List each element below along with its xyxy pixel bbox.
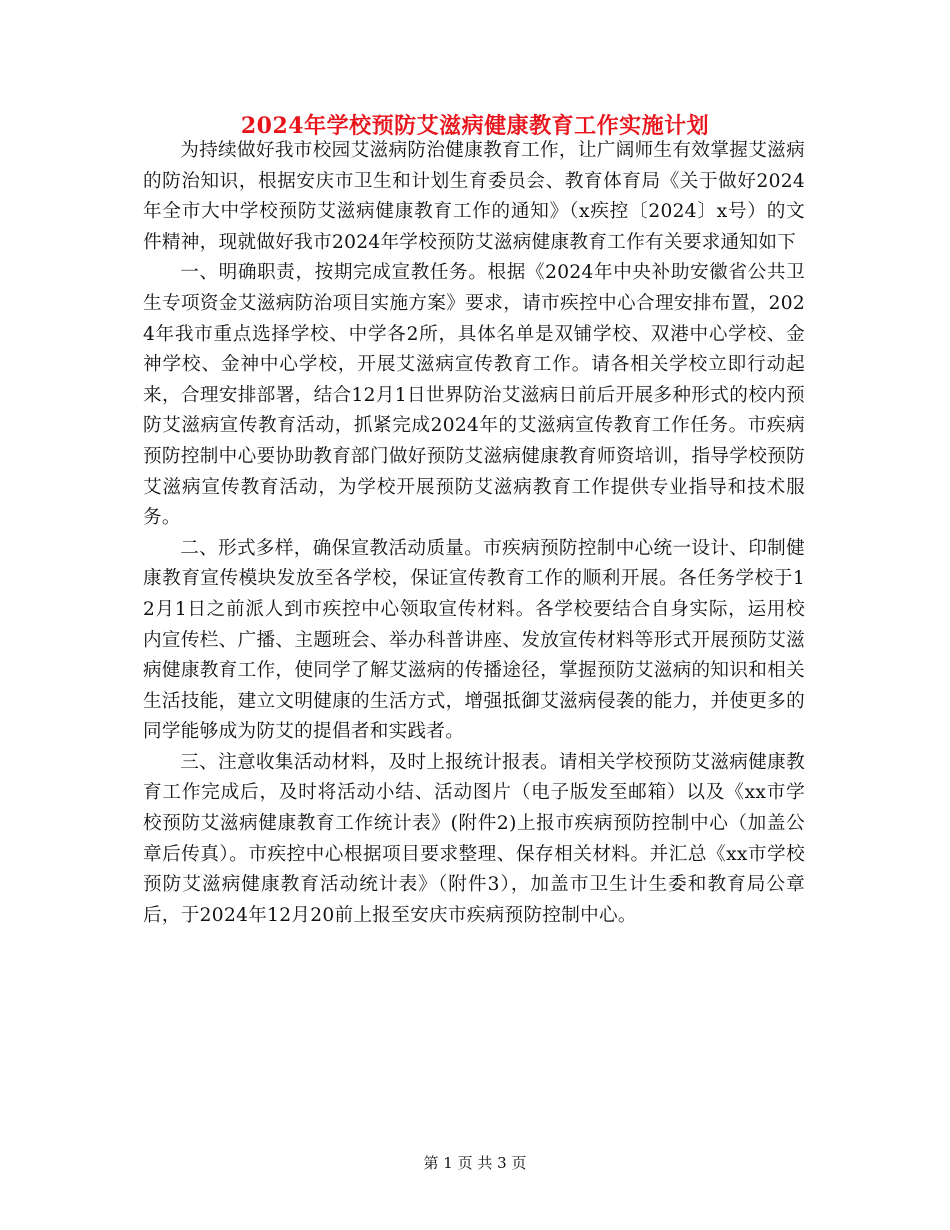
page-footer: 第 1 页 共 3 页 [423,1154,527,1172]
paragraph-intro: 为持续做好我市校园艾滋病防治健康教育工作，让广阔师生有效掌握艾滋病的防治知识，根据安庆市卫生和计划生育委员会、教育体育局《关于做好2024年全市大中学校预防艾滋病健康教育工作的通知》（x疾控〔2024〕x号）的文件精神，现就做好我市2024年学校预防艾滋病健康教育工作有关要求通知如下 [143,140,805,253]
paragraph-section-2: 二、形式多样，确保宣教活动质量。市疾病预防控制中心统一设计、印制健康教育宣传模块发放至各学校，保证宣传教育工作的顺利开展。各任务学校于12月1日之前派人到市疾控中心领取宣传材料。各学校要结合自身实际，运用校内宣传栏、广播、主题班会、举办科普讲座、发放宣传材料等形式开展预防艾滋病健康教育工作，使同学了解艾滋病的传播途径，掌握预防艾滋病的知识和相关生活技能，建立文明健康的生活方式，增强抵御艾滋病侵袭的能力，并使更多的同学能够成为防艾的提倡者和实践者。 [143,537,805,743]
paragraph-section-3: 三、注意收集活动材料，及时上报统计报表。请相关学校预防艾滋病健康教育工作完成后，及时将活动小结、活动图片（电子版发至邮箱）以及《xx市学校预防艾滋病健康教育工作统计表》(附件2)上报市疾病预防控制中心（加盖公章后传真）。市疾控中心根据项目要求整理、保存相关材料。并汇总《xx市学校预防艾滋病健康教育活动统计表》（附件3），加盖市卫生计生委和教育局公章后，于2024年12月20前上报至安庆市疾病预防控制中心。 [143,751,805,926]
document-title: 2024年学校预防艾滋病健康教育工作实施计划 [240,113,710,139]
document-body [143,136,805,931]
paragraph-section-1: 一、明确职责，按期完成宣教任务。根据《2024年中央补助安徽省公共卫生专项资金艾滋病防治项目实施方案》要求，请市疾控中心合理安排布置，2024年我市重点选择学校、中学各2所，具体名单是双铺学校、双港中心学校、金神学校、金神中心学校，开展艾滋病宣传教育工作。请各相关学校立即行动起来，合理安排部署，结合12月1日世界防治艾滋病日前后开展多种形式的校内预防艾滋病宣传教育活动，抓紧完成2024年的艾滋病宣传教育工作任务。市疾病预防控制中心要协助教育部门做好预防艾滋病健康教育师资培训，指导学校预防艾滋病宣传教育活动，为学校开展预防艾滋病教育工作提供专业指导和技术服务。 [143,262,805,529]
